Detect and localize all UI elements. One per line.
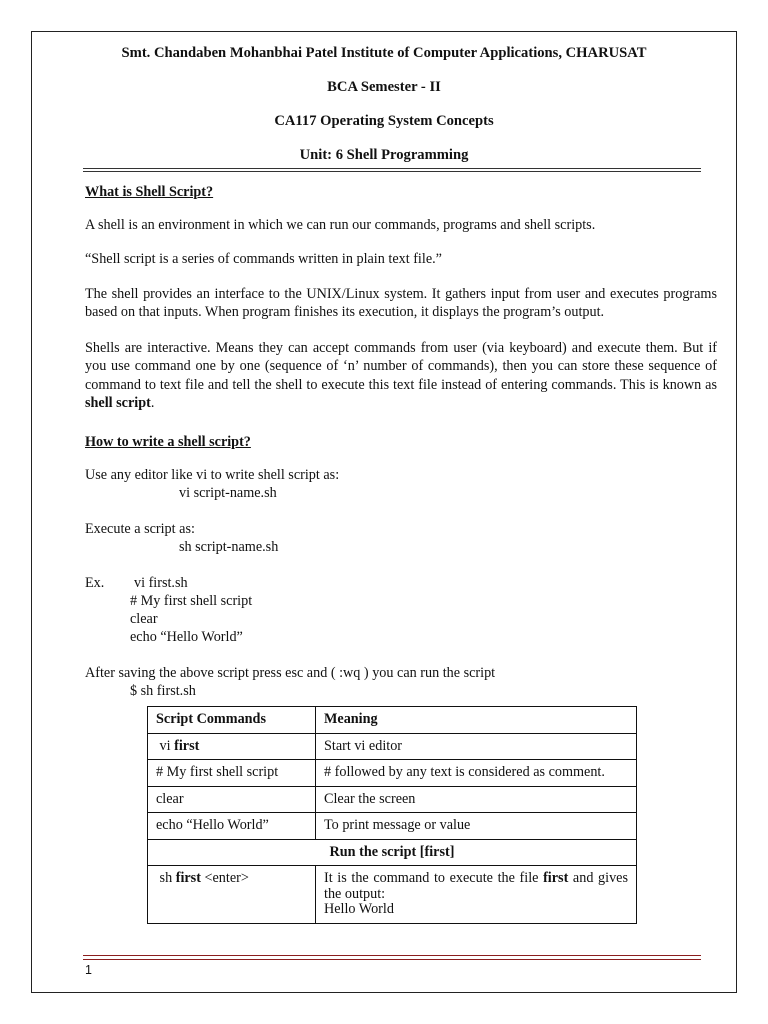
footer-rule-2 [83, 959, 701, 960]
table-run-header-row [148, 839, 637, 866]
header-rule-2 [83, 171, 701, 172]
example-label: Ex. [85, 575, 105, 591]
table-cell-meaning: Start vi editor [316, 733, 637, 760]
header-rule [83, 168, 701, 169]
table-row [148, 760, 637, 787]
table-header-meaning: Meaning [316, 707, 637, 734]
editor-command: vi script-name.sh [179, 485, 277, 501]
after-save-instruction: After saving the above script press esc and ( :wq ) you can run the script [85, 665, 496, 681]
table-cell-command: sh first <enter> [148, 866, 316, 924]
paragraph-4: Shells are interactive. Means they can accept commands from user (via keyboard) and execute them. But if you use command one by one (sequence of ‘n’ number of commands), then you can store these sequence of command to text file and tell the shell to execute this text file instead of entering commands. This is known as shell script. [85, 340, 717, 411]
semester-title: BCA Semester - II [327, 79, 441, 95]
course-title: CA117 Operating System Concepts [274, 113, 494, 129]
table-row [148, 786, 637, 813]
paragraph-2: “Shell script is a series of commands written in plain text file.” [85, 251, 442, 267]
table-cell-command: clear [148, 786, 316, 813]
institute-title: Smt. Chandaben Mohanbhai Patel Institute of Computer Applications, CHARUSAT [121, 45, 647, 61]
table-cell-meaning: # followed by any text is considered as comment. [316, 760, 637, 787]
script-commands-table [147, 706, 637, 924]
table-row [148, 733, 637, 760]
table-row [148, 866, 637, 924]
section-heading-shell-script: What is Shell Script? [85, 184, 214, 200]
editor-instruction: Use any editor like vi to write shell script as: [85, 467, 340, 483]
execute-instruction: Execute a script as: [85, 521, 195, 537]
table-row [148, 813, 637, 840]
section-heading-how-to: How to write a shell script? [85, 434, 251, 450]
example-echo-line: echo “Hello World” [130, 629, 243, 645]
table-cell-command: vi first [148, 733, 316, 760]
table-cell-meaning: Clear the screen [316, 786, 637, 813]
example-comment-line: # My first shell script [130, 593, 253, 609]
page-number: 1 [85, 963, 92, 977]
table-cell-command: # My first shell script [148, 760, 316, 787]
table-cell-meaning: To print message or value [316, 813, 637, 840]
execute-command: sh script-name.sh [179, 539, 279, 555]
example-clear-line: clear [130, 611, 158, 627]
unit-title: Unit: 6 Shell Programming [299, 147, 469, 163]
table-cell-command: echo “Hello World” [148, 813, 316, 840]
paragraph-1: A shell is an environment in which we can run our commands, programs and shell scripts. [85, 217, 596, 233]
table-header-row [148, 707, 637, 734]
table-run-header: Run the script [first] [148, 839, 637, 866]
run-command: $ sh first.sh [130, 683, 196, 699]
footer-rule [83, 955, 701, 956]
table-cell-meaning: It is the command to execute the file first and gives the output: Hello World [316, 866, 637, 924]
shell-script-term: shell script [85, 394, 151, 411]
paragraph-3: The shell provides an interface to the UNIX/Linux system. It gathers input from user and executes programs based on that inputs. When program finishes its execution, it displays the program’s output. [85, 286, 717, 321]
example-vi-command: vi first.sh [134, 575, 188, 591]
table-header-commands: Script Commands [148, 707, 316, 734]
